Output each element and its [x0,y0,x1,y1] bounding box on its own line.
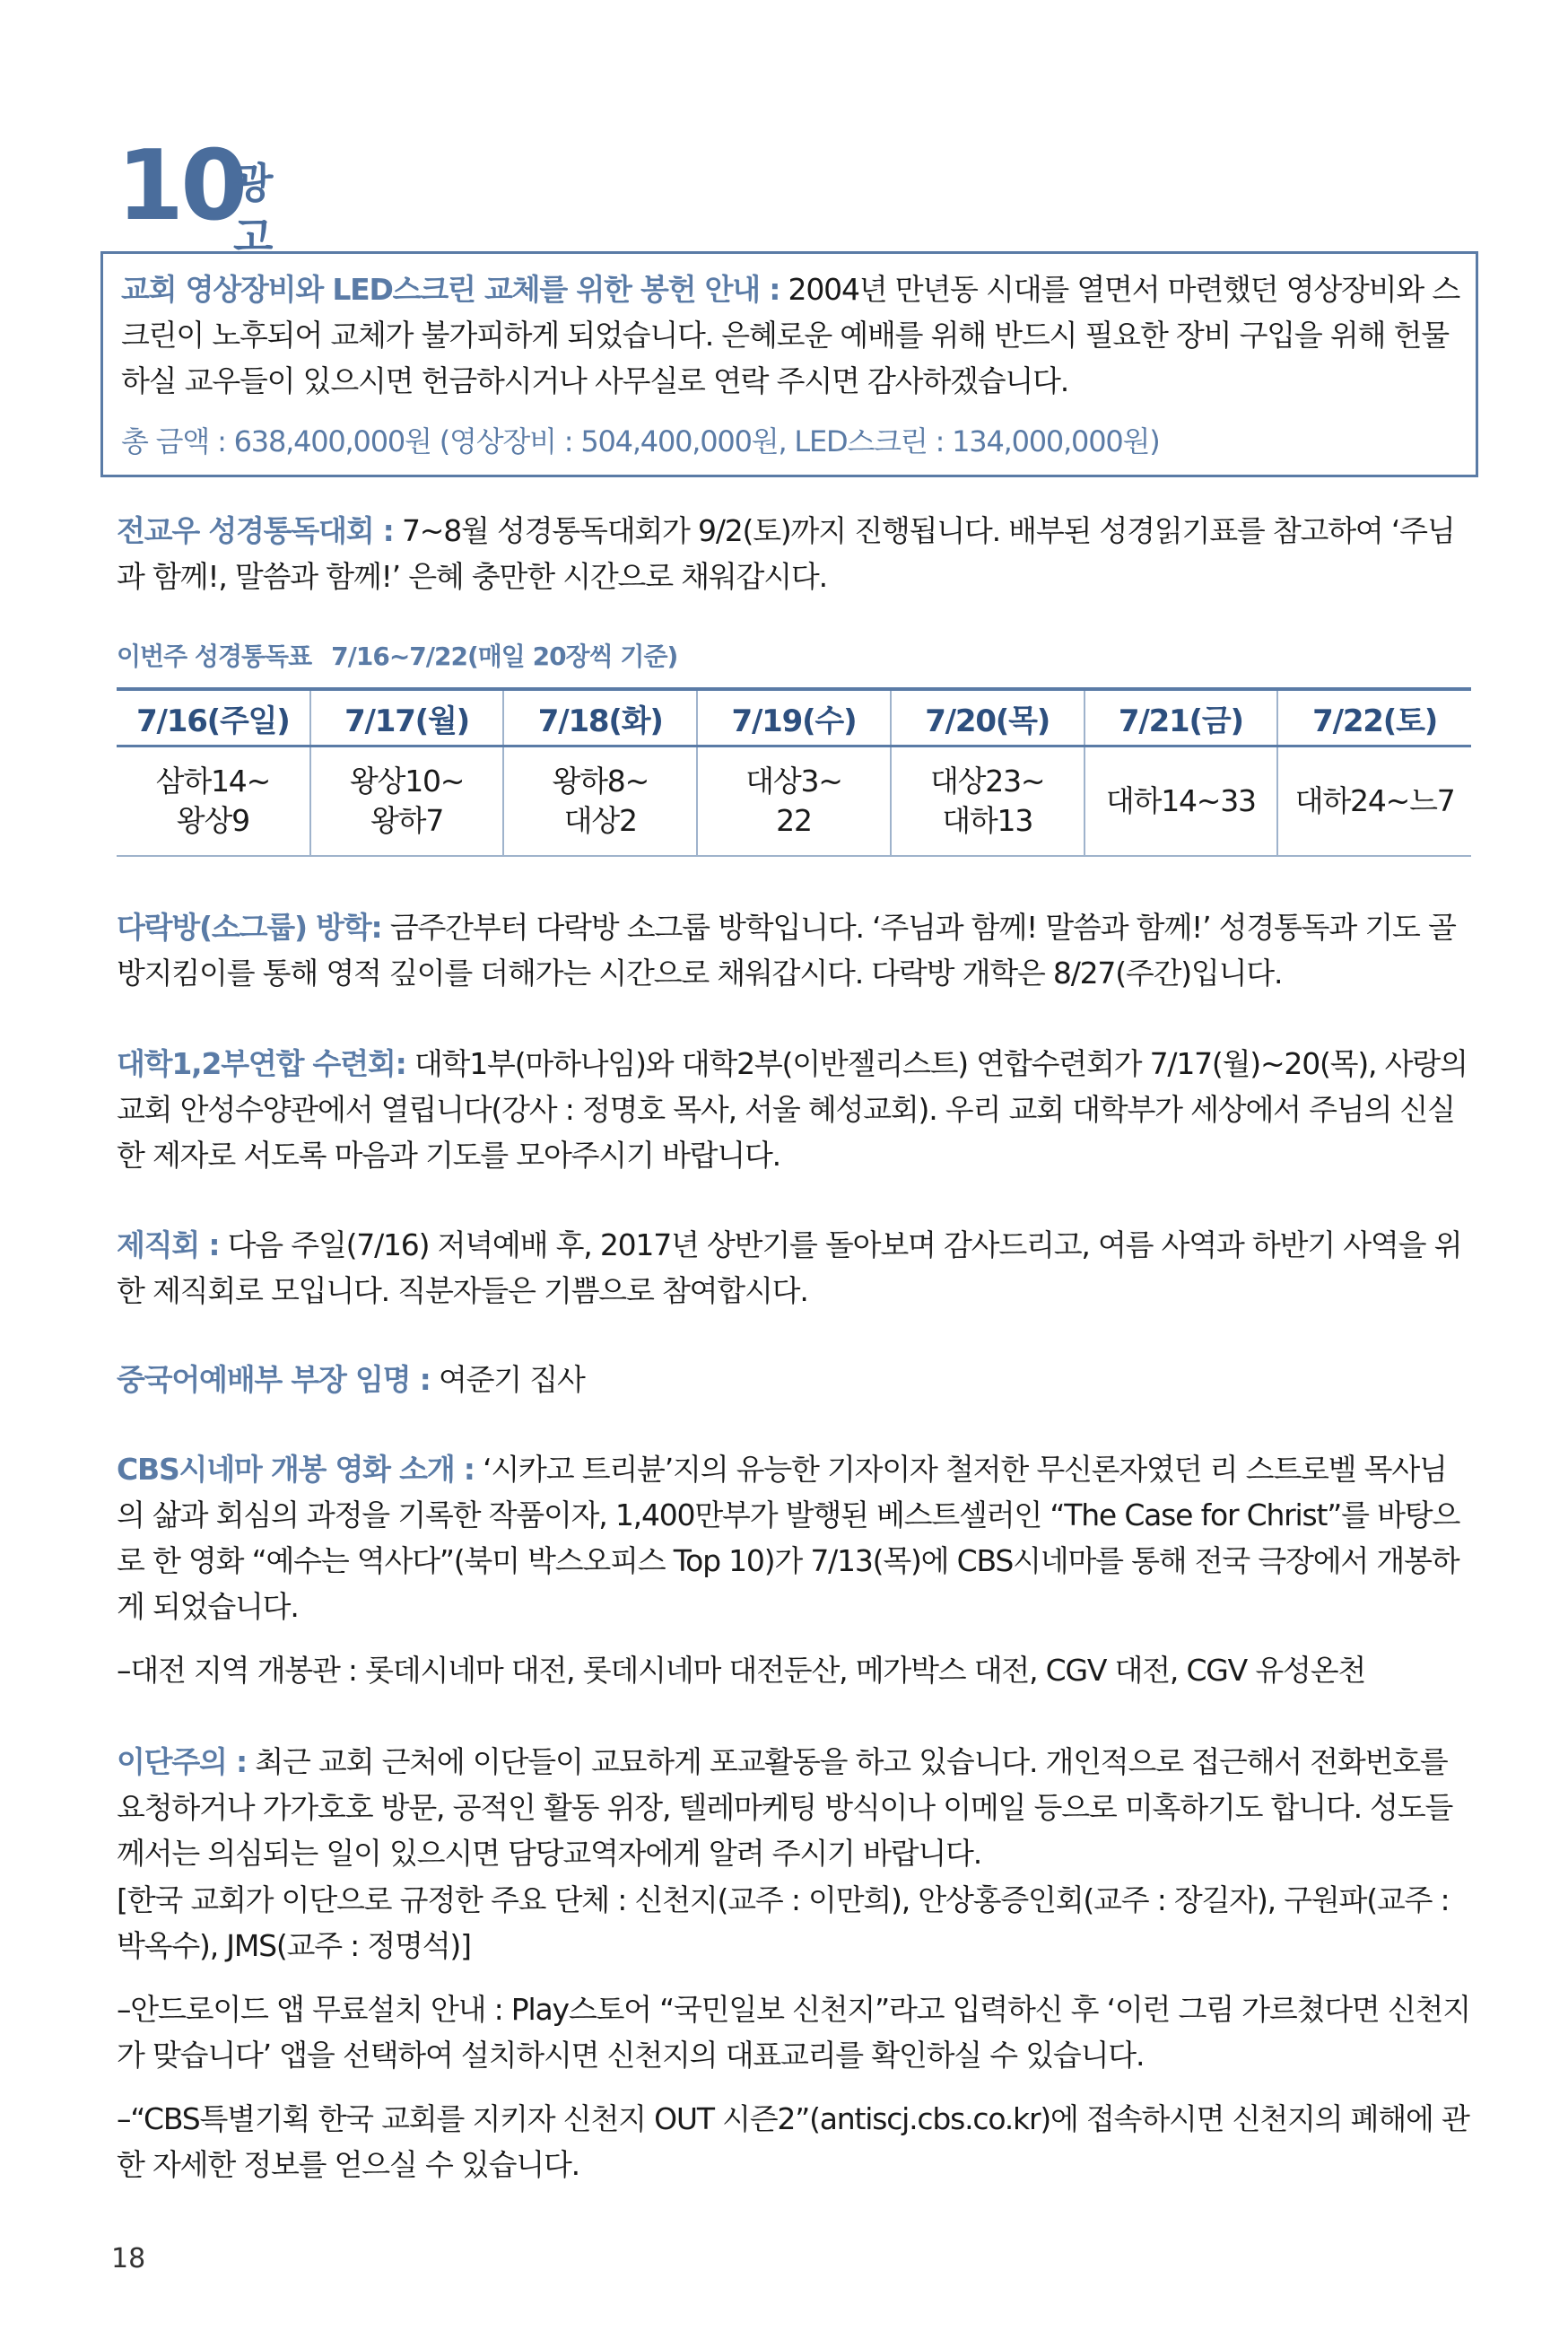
officers-meeting-notice [117,1222,1471,1314]
heresy-groups: [한국 교회가 이단으로 규정한 주요 단체 : 신천지(교주 : 이만희), 안상홍증인회(교주 : 장길자), 구원파(교주 : 박옥수), JMS(교주 : 정명석)] [117,1882,1450,1963]
bible-reading-body: 7~8월 성경통독대회가 9/2(토)까지 진행됩니다. 배부된 성경읽기표를 참고하여 ‘주님과 함께!, 말씀과 함께!’ 은혜 충만한 시간으로 채워갑시다. [117,513,1455,594]
offering-notice-body: 2004년 만년동 시대를 열면서 마련했던 영상장비와 스크린이 노후되어 교체가 불가피하게 되었습니다. 은혜로운 예배를 위해 반드시 필요한 장비 구입을 위해 헌물하실 교우들이 있으시면 헌금하시거나 사무실로 연락 주시면 감사하겠습니다. [121,272,1460,398]
heresy-cbs-info: –“CBS특별기획 한국 교회를 지키자 신천지 OUT 시즌2”(antiscj.cbs.co.kr)에 접속하시면 신천지의 폐해에 관한 자세한 정보를 얻으실 수 있습니다. [117,2101,1469,2182]
reading-table-caption-title: 이번주 성경통독표 [117,642,312,671]
heresy-body: 최근 교회 근처에 이단들이 교묘하게 포교활동을 하고 있습니다. 개인적으로 접근해서 전화번호를 요청하거나 가가호호 방문, 공적인 활동 위장, 텔레마케팅 방식이나 이메일 등으로 미혹하기도 합니다. 성도들께서는 의심되는 일이 있으시면 담당교역자에게 알려 주시기 바랍니다. [117,1744,1453,1871]
movie-theaters: –대전 지역 개봉관 : 롯데시네마 대전, 롯데시네마 대전둔산, 메가박스 대전, CGV 대전, CGV 유성온천 [117,1653,1366,1688]
small-group-notice [117,904,1471,996]
retreat-notice [117,1041,1471,1178]
reading-table-range: 7/16~7/22(매일 20장씩 기준) [331,642,678,671]
table-header-cell: 7/20(목) [891,689,1085,746]
small-group-body: 금주간부터 다락방 소그룹 방학입니다. ‘주님과 함께! 말씀과 함께!’ 성경통독과 기도 골방지킴이를 통해 영적 깊이를 더해가는 시간으로 채워갑시다. 다락방 개학은 8/27(주간)입니다. [117,910,1456,991]
section-title: 광고 [233,159,274,261]
retreat-body: 대학1부(마하나임)와 대학2부(이반젤리스트) 연합수련회가 7/17(월)~20(목), 사랑의 교회 안성수양관에서 열립니다(강사 : 정명호 목사, 서울 혜성교회). 우리 교회 대학부가 세상에서 주님의 신실한 제자로 서도록 마음과 기도를 모아주시기 바랍니다. [117,1046,1468,1173]
heresy-heading: 이단주의 : [117,1744,247,1779]
table-header-row [117,689,1471,746]
table-cell: 대상23~ 대하13 [891,746,1085,857]
section-number: 10 [117,130,245,242]
table-header-cell: 7/16(주일) [117,689,310,746]
offering-total: 총 금액 : 638,400,000원 (영상장비 : 504,400,000원, LED스크린 : 134,000,000원) [121,424,1160,458]
table-cell: 삼하14~ 왕상9 [117,746,310,857]
table-header-cell: 7/17(월) [310,689,504,746]
table-header-cell: 7/22(토) [1277,689,1471,746]
table-cell: 왕상10~ 왕하7 [310,746,504,857]
offering-notice-box [100,251,1478,477]
appointment-heading: 중국어예배부 부장 임명 : [117,1362,431,1397]
table-header-cell: 7/21(금) [1085,689,1278,746]
bible-reading-heading: 전교우 성경통독대회 : [117,513,394,548]
table-cell: 왕하8~ 대상2 [503,746,697,857]
table-row [117,746,1471,857]
table-cell: 대하24~느7 [1277,746,1471,857]
movie-body: ‘시카고 트리뷴’지의 유능한 기자이자 철저한 무신론자였던 리 스트로벨 목사님의 삶과 회심의 과정을 기록한 작품이자, 1,400만부가 발행된 베스트셀러인 “The Case for Christ”를 바탕으로 한 영화 “예수는 역사다”(북미 박스오피스 Top 10)가 7/13(목)에 CBS시네마를 통해 전국 극장에서 개봉하게 되었습니다. [117,1452,1460,1624]
table-cell: 대하14~33 [1085,746,1278,857]
appointment-body: 여준기 집사 [430,1362,585,1397]
heresy-app-info: –안드로이드 앱 무료설치 안내 : Play스토어 “국민일보 신천지”라고 입력하신 후 ‘이런 그림 가르쳤다면 신천지가 맞습니다’ 앱을 선택하여 설치하시면 신천지의 대표교리를 확인하실 수 있습니다. [117,1992,1470,2073]
movie-notice [117,1446,1471,1629]
small-group-heading: 다락방(소그룹) 방학: [117,910,382,945]
table-cell: 대상3~ 22 [697,746,891,857]
bible-reading-notice [117,508,1471,599]
movie-heading: CBS시네마 개봉 영화 소개 : [117,1452,475,1487]
offering-notice-text [121,266,1463,404]
officers-meeting-heading: 제직회 : [117,1227,220,1262]
table-header-cell: 7/19(수) [697,689,891,746]
heresy-notice [117,1739,1471,1876]
officers-meeting-body: 다음 주일(7/16) 저녁예배 후, 2017년 상반기를 돌아보며 감사드리고, 여름 사역과 하반기 사역을 위한 제직회로 모입니다. 직분자들은 기쁨으로 참여합시다. [117,1227,1462,1308]
reading-schedule-table [117,687,1471,857]
appointment-notice [117,1357,1471,1402]
page-number: 18 [111,2243,146,2274]
offering-notice-heading: 교회 영상장비와 LED스크린 교체를 위한 봉헌 안내 : [121,272,780,307]
table-header-cell: 7/18(화) [503,689,697,746]
reading-table-caption [117,639,677,675]
retreat-heading: 대학1,2부연합 수련회: [117,1046,406,1081]
